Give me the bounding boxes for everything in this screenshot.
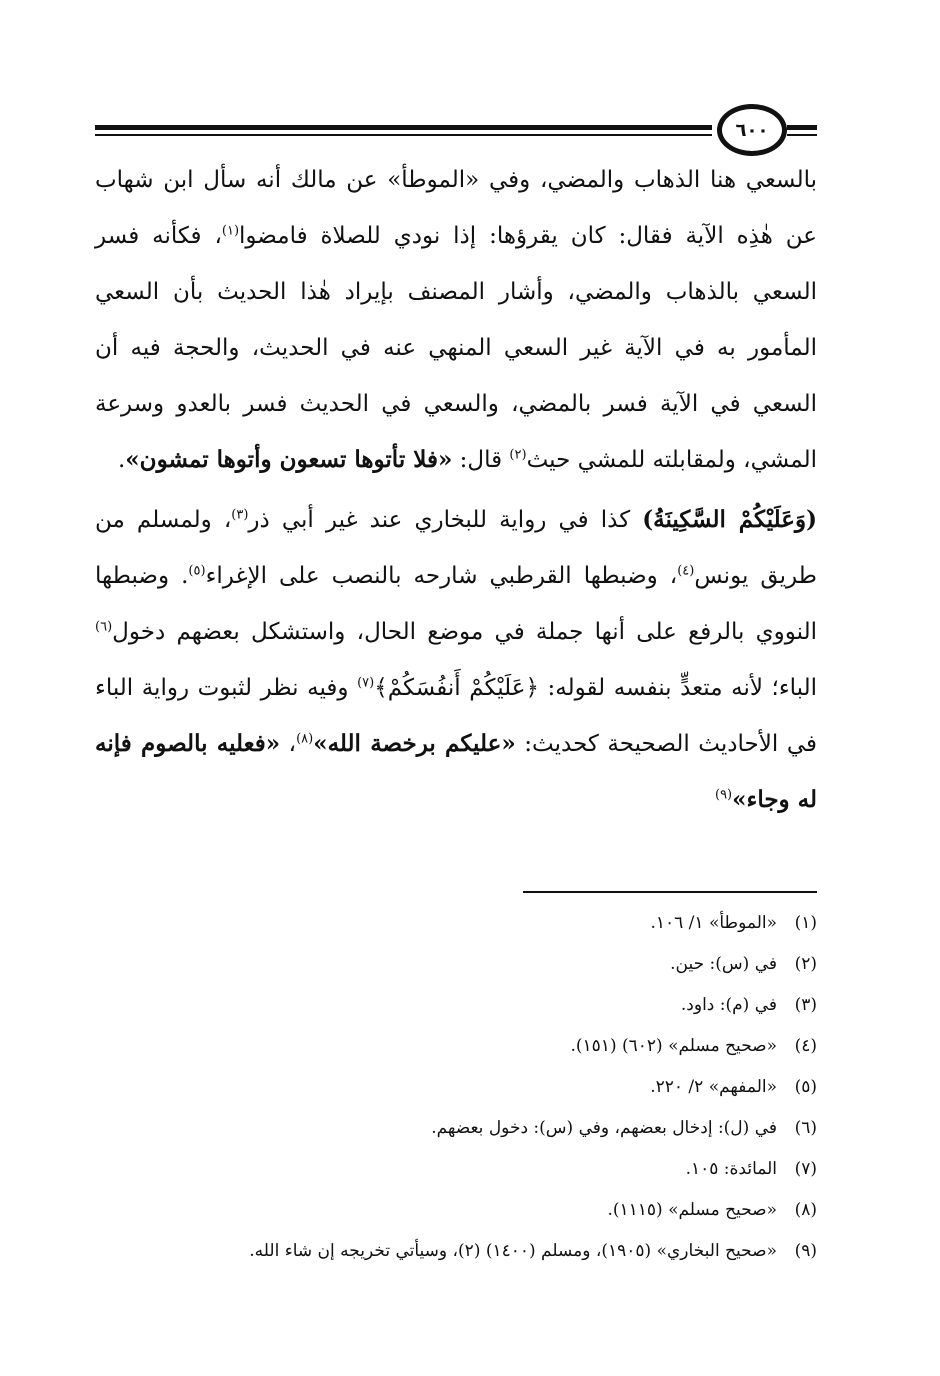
paragraph xyxy=(95,152,817,488)
text-run: الباء؛ لأنه متعدٍّ بنفسه لقوله: ﴿عَلَيْكُمْ أَنفُسَكُمْ﴾ xyxy=(374,675,818,701)
footnote-item xyxy=(95,903,817,944)
quoted-text: «فعليه بالصوم فإنه له وجاء» xyxy=(95,730,817,813)
text-run: بالسعي هنا الذهاب والمضي، وفي «الموطأ» عن مالك أنه سأل ابن شهاب عن هٰذِه الآية فقال: كان يقرؤها: إذا نودي للصلاة فامضوا xyxy=(95,167,818,249)
header-rule-thin xyxy=(95,134,712,136)
footnote-text: في (ل): إدخال بعضهم، وفي (س): دخول بعضهم. xyxy=(431,1118,777,1138)
text-run: ، xyxy=(280,731,297,757)
text-run: كذا في رواية للبخاري عند غير أبي ذر xyxy=(248,507,643,533)
footnote-text: «صحيح البخاري» (١٩٠٥)، ومسلم (١٤٠٠) (٢)، وسيأتي تخريجه إن شاء الله. xyxy=(249,1241,777,1261)
footnote-number: (٥) xyxy=(794,1077,817,1097)
footnote-ref: (١) xyxy=(221,223,240,239)
footnote-item xyxy=(95,944,817,985)
footnote-number: (٨) xyxy=(794,1200,817,1220)
footnote-text: في (س): حين. xyxy=(670,954,777,974)
main-text xyxy=(95,152,817,828)
footnote-text: «المفهم» ٢/ ٢٢٠. xyxy=(650,1077,777,1097)
text-run: . وضبطها النووي بالرفع على أنها جملة في موضع الحال، واستشكل بعضهم دخول xyxy=(95,563,817,645)
footnote-number: (٤) xyxy=(794,1036,817,1056)
footnote-text: المائدة: ١٠٥. xyxy=(685,1159,777,1179)
footnote-number: (٧) xyxy=(794,1159,817,1179)
footnote-number: (٢) xyxy=(794,954,817,974)
footnote-item xyxy=(95,1190,817,1231)
footnote-text: في (م): داود. xyxy=(680,995,777,1015)
text-run: . xyxy=(117,447,126,473)
text-run: قال: xyxy=(452,447,510,473)
footnote-number: (٦) xyxy=(794,1118,817,1138)
footnote-ref: (٤) xyxy=(677,563,695,579)
footnote-number: (١) xyxy=(794,913,817,933)
quoted-text: (وَعَلَيْكُمْ السَّكِينَةُ) xyxy=(642,506,818,533)
footnote-ref: (٥) xyxy=(188,563,206,579)
footnote-ref: (٢) xyxy=(509,447,527,463)
text-run: ، ولمسلم من طريق يونس xyxy=(95,507,817,589)
header-rule-right-thin xyxy=(787,134,817,136)
footnotes xyxy=(95,903,817,1272)
footnote-text: «صحيح مسلم» (٦٠٢) (١٥١). xyxy=(570,1036,777,1056)
footnote-ref: (٦) xyxy=(95,619,113,635)
text-run: وفيه نظر لثبوت رواية الباء في الأحاديث الصحيحة كحديث: xyxy=(95,675,817,757)
footnote-item xyxy=(95,1231,817,1272)
text-run: ، فكأنه فسر السعي بالذهاب والمضي، وأشار المصنف بإيراد هٰذا الحديث بأن السعي المأمور به في الآية غير السعي المنهي عنه في الحديث، والحجة فيه أن السعي في الآية فسر بالمضي، والسعي في الحديث فسر بالعدو وسرعة المشي، ولمقابلته للمشي حيث xyxy=(95,223,817,473)
footnote-text: «الموطأ» ١/ ١٠٦. xyxy=(650,913,777,933)
page-number: ٦٠٠ xyxy=(717,104,787,156)
footnote-text: «صحيح مسلم» (١١١٥). xyxy=(607,1200,777,1220)
paragraph xyxy=(95,492,817,828)
header-rule-thick xyxy=(95,125,712,130)
footnote-ref: (٧) xyxy=(357,675,375,691)
quoted-text: «فلا تأتوها تسعون وأتوها تمشون» xyxy=(125,446,453,473)
footnote-item xyxy=(95,1026,817,1067)
footnote-number: (٩) xyxy=(794,1241,817,1261)
footnote-number: (٣) xyxy=(794,995,817,1015)
page-header xyxy=(95,104,817,156)
footnote-ref: (٩) xyxy=(714,787,733,803)
footnote-item xyxy=(95,1108,817,1149)
header-rule-right-thick xyxy=(787,125,817,130)
footnote-item xyxy=(95,1149,817,1190)
footnote-ref: (٨) xyxy=(296,731,314,747)
footnote-item xyxy=(95,1067,817,1108)
text-run: ، وضبطها القرطبي شارحه بالنصب على الإغراء xyxy=(205,563,678,589)
footnote-divider xyxy=(523,891,817,893)
quoted-text: «عليكم برخصة الله» xyxy=(313,730,516,757)
footnote-item xyxy=(95,985,817,1026)
footnote-ref: (٣) xyxy=(231,507,249,523)
